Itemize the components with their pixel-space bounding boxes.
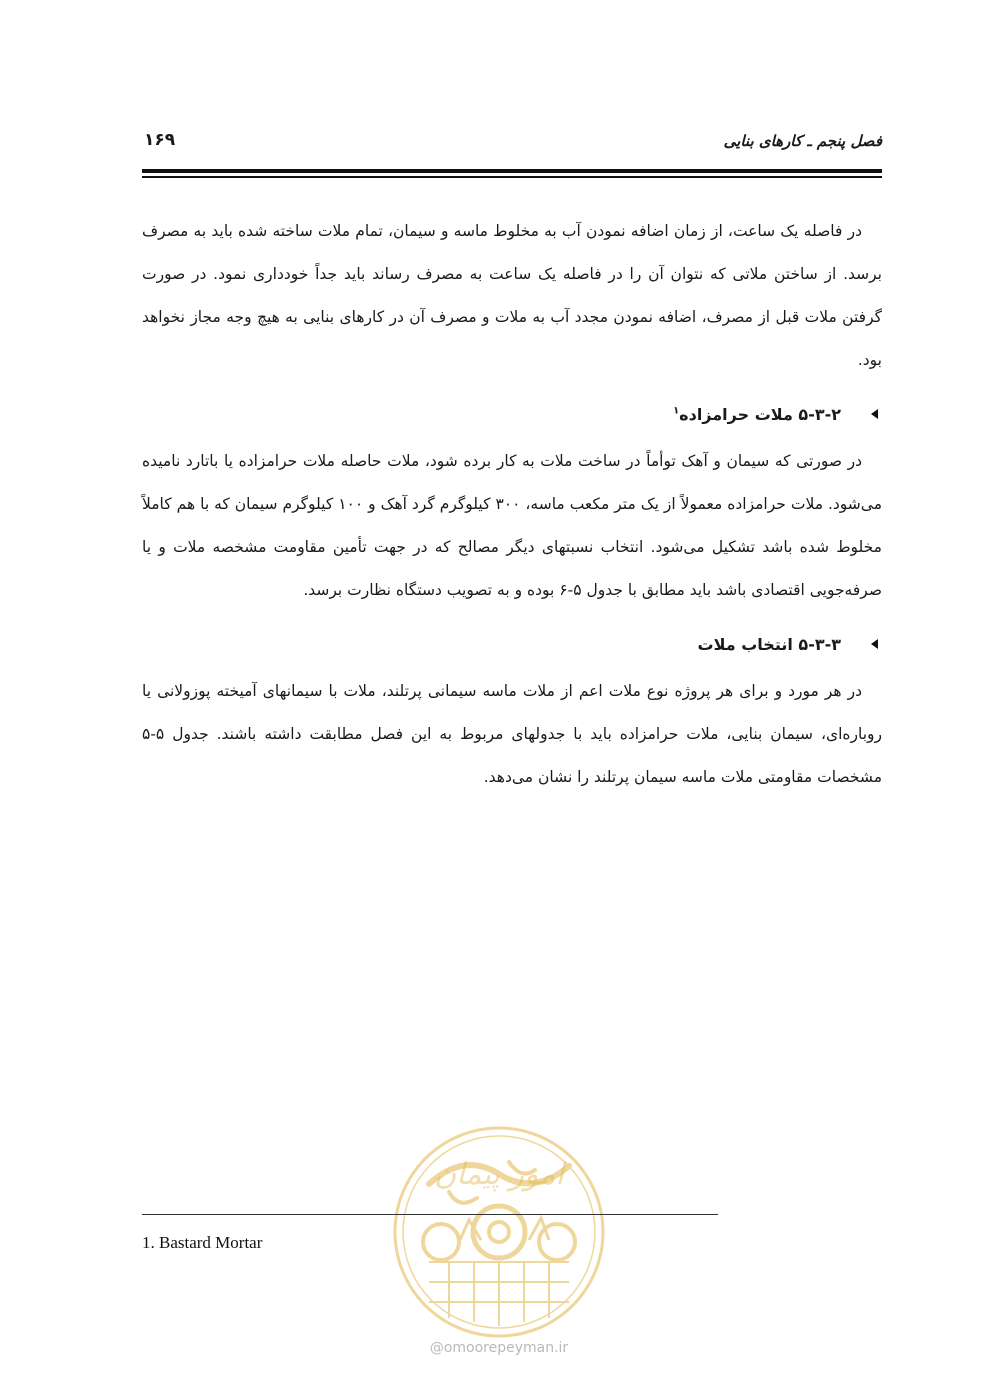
header-rule-thick: [142, 169, 882, 173]
footnote-marker: ۱: [673, 405, 680, 417]
footnote-rule: [142, 1214, 718, 1215]
paragraph-mortar-selection: در هر مورد و برای هر پروژه نوع ملات اعم از ملات ماسه سیمانی پرتلند، ملات با سیمانهای آمیخته پوزولانی یا روباره‌ای، سیمان بنایی، ملات حرامزاده باید با جدولهای مربوط به این فصل مطابقت داشته باشند. جدول ۵-۵ مشخصات مقاومتی ملات ماسه سیمان پرتلند را نشان می‌دهد.: [142, 682, 882, 786]
page-header: [142, 128, 882, 162]
bullet-arrow-icon: [871, 639, 878, 649]
section-heading-bastard-mortar: [142, 396, 882, 432]
bullet-arrow-icon: [871, 409, 878, 419]
at-sign-icon: @: [429, 1340, 444, 1356]
heading-text: ۵-۳-۲ ملات حرامزاده$^۱$: [673, 404, 841, 424]
header-rule-thin: [142, 176, 882, 178]
page-number: ۱۶۹: [144, 130, 176, 150]
section-heading-mortar-selection: [142, 626, 882, 662]
paragraph-bastard-mortar: در صورتی که سیمان و آهک توأماً در ساخت ملات به کار برده شود، ملات حاصله ملات حرامزاده یا باتارد نامیده می‌شود. ملات حرامزاده معمولاً از یک متر مکعب ماسه، ۳۰۰ کیلوگرم گرد آهک و ۱۰۰ کیلوگرم سیمان که با هم کاملاً مخلوط شده باشد تشکیل می‌شود. انتخاب نسبتهای دیگر مصالح که در جهت تأمین مقاومت مشخصه ملات و یا صرفه‌جویی اقتصادی باشد باید مطابق با جدول ۵-۶ بوده و به تصویب دستگاه نظارت برسد.: [142, 452, 883, 599]
footnote: 1. Bastard Mortar: [142, 1233, 263, 1252]
watermark-logo-text: امور پیمان: [434, 1157, 564, 1192]
watermark-logo-icon: [389, 1122, 609, 1342]
heading-text: ۵-۳-۳ انتخاب ملات: [697, 634, 841, 654]
paragraph-mortar-timing: در فاصله یک ساعت، از زمان اضافه نمودن آب به مخلوط ماسه و سیمان، تمام ملات ساخته شده باید به مصرف برسد. از ساختن ملاتی که نتوان آن را در فاصله یک ساعت به مصرف رساند باید جداً خودداری نمود. در صورت گرفتن ملات قبل از مصرف، اضافه نمودن مجدد آب به ملات و مصرف آن در کارهای بنایی به هیچ وجه مجاز نخواهد بود.: [142, 222, 882, 369]
watermark-site: @omoorepeyman.ir: [429, 1340, 569, 1356]
page-content: [142, 210, 882, 799]
chapter-title: فصل پنجم ـ کارهای بنایی: [723, 132, 882, 150]
